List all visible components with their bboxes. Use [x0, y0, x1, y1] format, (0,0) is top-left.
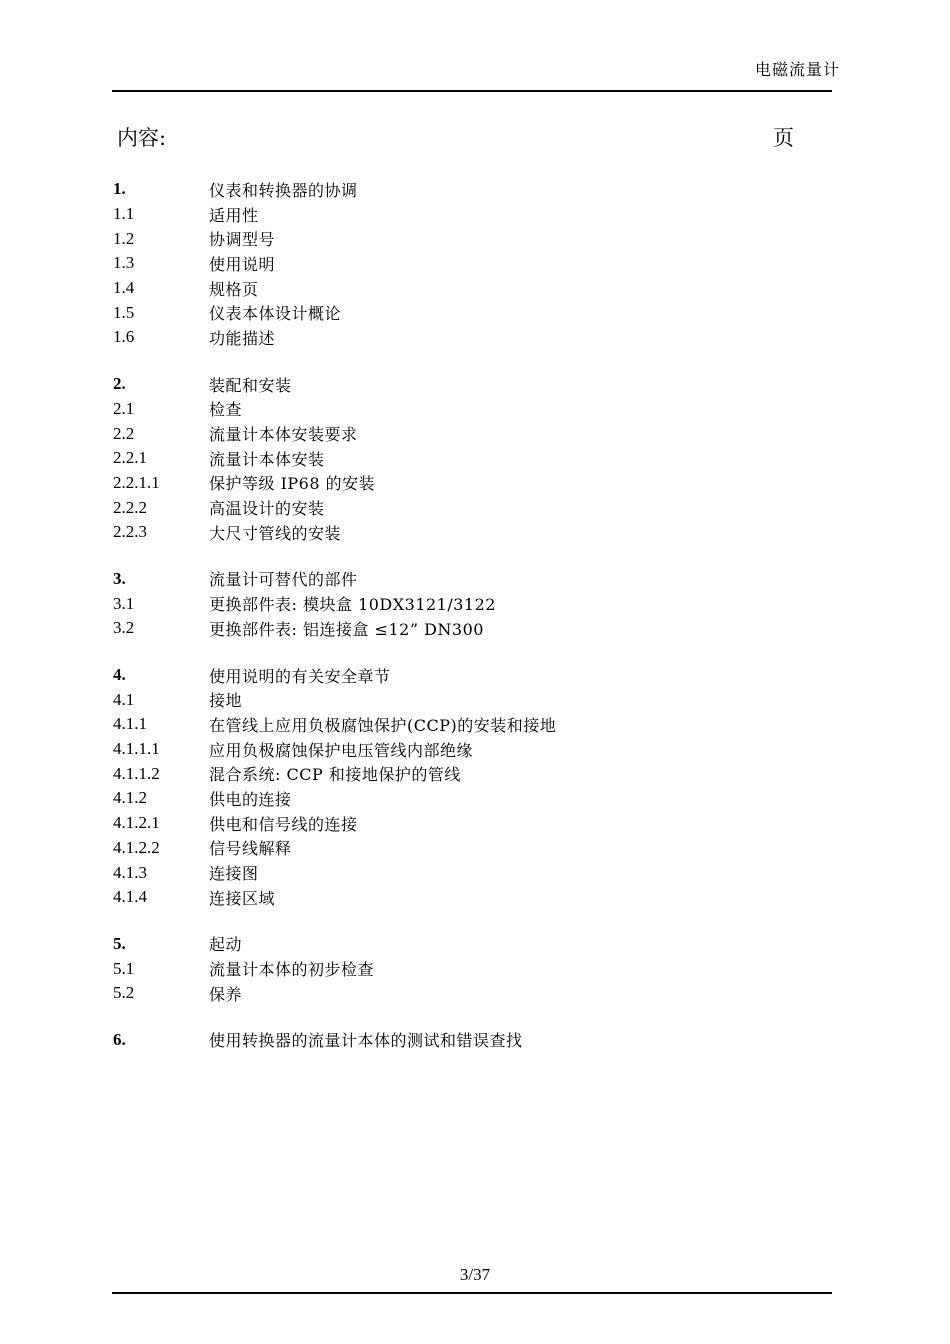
toc-entry[interactable] [113, 421, 813, 446]
toc-entry[interactable] [113, 811, 813, 836]
toc-entry-title: 流量计本体的初步检查 [209, 960, 375, 980]
toc-entry[interactable] [113, 520, 813, 545]
toc-entry-number: 1. [113, 179, 126, 199]
toc-entry-title: 使用说明 [209, 254, 276, 274]
toc-entry[interactable] [113, 712, 813, 737]
toc-entry-number: 2. [113, 374, 126, 394]
toc-entry[interactable] [113, 372, 813, 397]
toc-entry-title: 功能描述 [209, 328, 276, 348]
toc-entry-title: 流量计本体安装要求 [209, 425, 358, 445]
toc-page-column-label: 页 [773, 126, 794, 150]
toc-entry-number: 5. [113, 933, 126, 953]
toc-entry[interactable] [113, 860, 813, 885]
toc-entry-number: 3. [113, 568, 126, 588]
toc-entry-number: 4.1 [113, 689, 135, 709]
toc-entry-title: 在管线上应用负极腐蚀保护(CCP)的安装和接地 [209, 715, 557, 735]
toc-entry[interactable] [113, 1028, 813, 1053]
toc-entry[interactable] [113, 786, 813, 811]
toc-entry-number: 4.1.2 [113, 788, 147, 808]
toc-entry-number: 1.5 [113, 302, 135, 322]
toc-entry-number: 4.1.1.2 [113, 763, 160, 783]
toc-entry-title: 起动 [209, 935, 243, 955]
toc-entry-title: 适用性 [209, 205, 259, 225]
toc-entry[interactable] [113, 761, 813, 786]
toc-entry-title: 使用转换器的流量计本体的测试和错误查找 [209, 1031, 523, 1051]
toc-entry[interactable] [113, 202, 813, 227]
toc-entry-title: 装配和安装 [209, 375, 292, 395]
toc-entry-title: 流量计可替代的部件 [209, 570, 358, 590]
toc-entry-title: 连接区域 [209, 888, 276, 908]
footer-divider [112, 1292, 832, 1294]
toc-entry-title: 检查 [209, 400, 243, 420]
toc-entry-title: 连接图 [209, 864, 259, 884]
toc-entry[interactable] [113, 956, 813, 981]
toc-entry[interactable] [113, 276, 813, 301]
toc-entry-number: 2.1 [113, 398, 135, 418]
toc-entry[interactable] [113, 616, 813, 641]
toc-entry-number: 3.1 [113, 593, 135, 613]
toc-entry-number: 1.2 [113, 228, 135, 248]
toc-section [113, 567, 813, 641]
toc-entry[interactable] [113, 495, 813, 520]
toc-entry-number: 2.2.2 [113, 497, 147, 517]
toc-entry-title: 更换部件表: 模块盒 10DX3121/3122 [209, 595, 496, 615]
toc-section [113, 1028, 813, 1053]
toc-entry-number: 1.6 [113, 327, 135, 347]
toc-entry-title: 接地 [209, 691, 243, 711]
toc-entry[interactable] [113, 226, 813, 251]
toc-entry-number: 4.1.3 [113, 862, 147, 882]
header-title: 电磁流量计 [754, 60, 840, 79]
toc-entry[interactable] [113, 251, 813, 276]
toc-entry-title: 协调型号 [209, 230, 276, 250]
toc-entry-title: 保养 [209, 984, 243, 1004]
toc-entry[interactable] [113, 687, 813, 712]
toc-entry-title: 信号线解释 [209, 839, 292, 859]
table-of-contents [113, 177, 813, 1074]
toc-heading: 内容: [117, 126, 167, 150]
toc-entry-number: 3.2 [113, 618, 135, 638]
toc-entry-number: 2.2.1 [113, 448, 147, 468]
toc-entry-title: 使用说明的有关安全章节 [209, 666, 391, 686]
toc-entry-number: 4.1.2.1 [113, 813, 160, 833]
toc-entry-title: 高温设计的安装 [209, 499, 325, 519]
toc-entry-number: 6. [113, 1029, 126, 1049]
toc-entry-number: 5.2 [113, 983, 135, 1003]
toc-entry[interactable] [113, 567, 813, 592]
toc-section [113, 932, 813, 1006]
toc-entry-number: 1.1 [113, 204, 135, 224]
toc-entry-number: 2.2.3 [113, 522, 147, 542]
toc-entry-title: 保护等级 IP68 的安装 [209, 474, 376, 494]
toc-entry-number: 4.1.1.1 [113, 739, 160, 759]
toc-entry-title: 应用负极腐蚀保护电压管线内部绝缘 [209, 740, 474, 760]
toc-section [113, 372, 813, 545]
toc-entry-number: 5.1 [113, 958, 135, 978]
toc-entry-title: 混合系统: CCP 和接地保护的管线 [209, 765, 461, 785]
toc-entry-number: 4.1.4 [113, 887, 147, 907]
toc-entry[interactable] [113, 300, 813, 325]
toc-entry[interactable] [113, 591, 813, 616]
toc-entry-number: 2.2 [113, 423, 135, 443]
toc-entry[interactable] [113, 446, 813, 471]
toc-entry-number: 1.4 [113, 278, 135, 298]
toc-entry[interactable] [113, 471, 813, 496]
toc-entry-title: 供电和信号线的连接 [209, 814, 358, 834]
toc-entry-title: 仪表本体设计概论 [209, 304, 342, 324]
toc-entry-title: 更换部件表: 铝连接盒 ≤12” DN300 [209, 619, 484, 639]
toc-entry-title: 仪表和转换器的协调 [209, 180, 358, 200]
toc-entry-number: 4.1.1 [113, 714, 147, 734]
toc-entry-number: 2.2.1.1 [113, 472, 160, 492]
header-divider [112, 90, 832, 92]
toc-entry-number: 4.1.2.2 [113, 837, 160, 857]
toc-entry-title: 大尺寸管线的安装 [209, 523, 342, 543]
toc-entry-title: 规格页 [209, 279, 259, 299]
toc-entry[interactable] [113, 836, 813, 861]
toc-entry[interactable] [113, 885, 813, 910]
toc-entry[interactable] [113, 663, 813, 688]
toc-entry[interactable] [113, 177, 813, 202]
toc-entry[interactable] [113, 397, 813, 422]
page-number: 3/37 [459, 1265, 491, 1284]
toc-entry[interactable] [113, 981, 813, 1006]
toc-entry-title: 流量计本体安装 [209, 449, 325, 469]
toc-entry[interactable] [113, 325, 813, 350]
toc-entry-number: 1.3 [113, 253, 135, 273]
toc-entry-title: 供电的连接 [209, 789, 292, 809]
toc-entry[interactable] [113, 932, 813, 957]
toc-section [113, 177, 813, 350]
toc-entry-number: 4. [113, 665, 126, 685]
toc-section [113, 663, 813, 910]
toc-entry[interactable] [113, 737, 813, 762]
